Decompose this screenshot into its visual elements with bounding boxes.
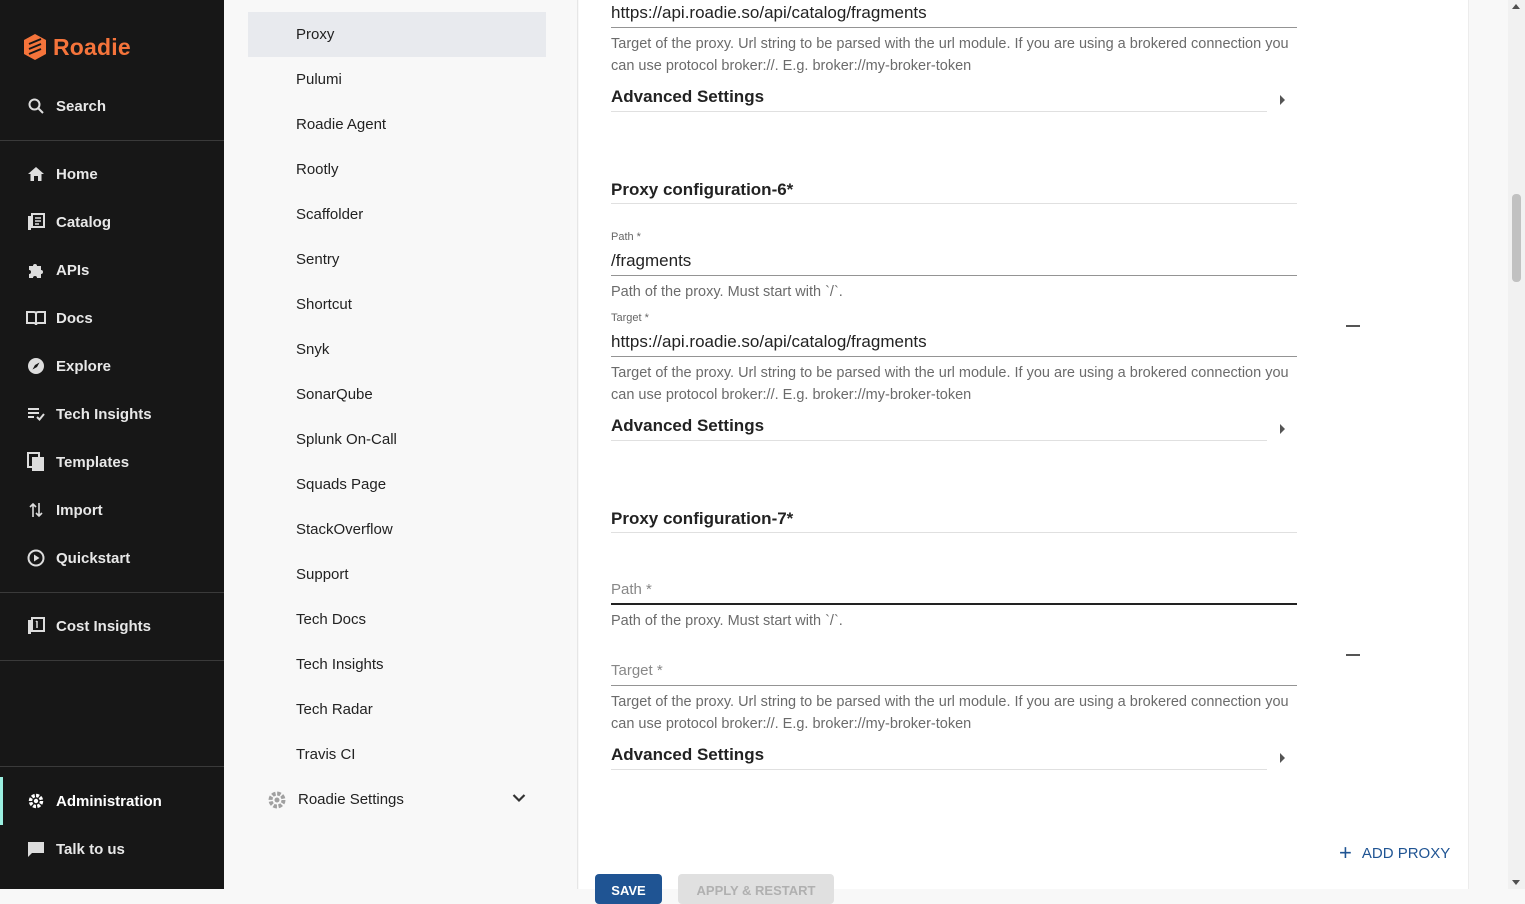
target-help-line: Target of the proxy. Url string to be parsed with the url module. If you are using a brokered connection you xyxy=(611,694,1289,710)
plugin-list xyxy=(224,0,578,889)
sidebar-item-label: Talk to us xyxy=(56,840,125,858)
advanced-settings-toggle[interactable]: Advanced Settings xyxy=(611,416,765,435)
target-input[interactable]: https://api.roadie.so/api/catalog/fragments xyxy=(611,332,927,351)
plugin-item-sentry[interactable] xyxy=(248,237,546,282)
plugin-item-shortcut[interactable] xyxy=(248,282,546,327)
target-help-line: can use protocol broker://. E.g. broker://my-broker-token xyxy=(611,387,972,403)
plugin-item-stackoverflow[interactable] xyxy=(248,507,546,552)
add-proxy-button[interactable] xyxy=(1339,840,1451,865)
plugin-label: Snyk xyxy=(296,341,330,358)
target-help xyxy=(611,691,1289,735)
sidebar-item-label: Explore xyxy=(56,357,112,375)
caret-right-icon[interactable] xyxy=(1280,753,1285,763)
page-scrollbar[interactable] xyxy=(1508,0,1525,889)
plugin-item-pulumi[interactable] xyxy=(248,57,546,102)
plugin-item-tech-radar[interactable] xyxy=(248,687,546,732)
target-help-line: can use protocol broker://. E.g. broker://my-broker-token xyxy=(611,58,972,74)
sidebar-divider xyxy=(0,766,224,767)
target-underline xyxy=(611,27,1297,28)
plugin-label: Support xyxy=(296,566,349,583)
advanced-settings-toggle[interactable]: Advanced Settings xyxy=(611,87,765,106)
play-circle-icon xyxy=(26,548,46,568)
plugin-item-tech-docs[interactable] xyxy=(248,597,546,642)
book-icon xyxy=(26,308,46,328)
plugin-item-tech-insights[interactable] xyxy=(248,642,546,687)
advanced-divider xyxy=(611,769,1267,770)
puzzle-icon xyxy=(26,260,46,280)
roadie-logo-icon xyxy=(23,33,47,61)
sidebar-item-docs[interactable] xyxy=(0,298,224,338)
home-icon xyxy=(26,164,46,184)
path-underline-focused xyxy=(611,603,1297,605)
target-help-line: Target of the proxy. Url string to be parsed with the url module. If you are using a brokered connection you xyxy=(611,365,1289,381)
sidebar-item-label: Docs xyxy=(56,309,93,327)
plugin-label: Tech Docs xyxy=(296,611,367,628)
scrollbar-thumb[interactable] xyxy=(1512,194,1521,282)
plugin-item-sonarqube[interactable] xyxy=(248,372,546,417)
section-title-config-7: Proxy configuration-7* xyxy=(611,509,794,528)
plugin-item-proxy[interactable] xyxy=(248,12,546,57)
plugin-label: Rootly xyxy=(296,161,339,178)
section-divider xyxy=(611,532,1297,533)
scroll-down-arrow-icon[interactable] xyxy=(1512,880,1520,885)
plugin-label: Tech Radar xyxy=(296,701,373,718)
checklist-icon xyxy=(26,404,46,424)
plus-icon: + xyxy=(1339,840,1352,865)
sidebar-item-import[interactable] xyxy=(0,490,224,530)
section-divider xyxy=(611,203,1297,204)
sidebar-item-administration[interactable] xyxy=(0,781,224,821)
advanced-settings-toggle[interactable]: Advanced Settings xyxy=(611,745,765,764)
plugin-item-rootly[interactable] xyxy=(248,147,546,192)
sidebar-item-label: Tech Insights xyxy=(56,405,152,423)
gear-icon xyxy=(26,791,46,811)
target-help xyxy=(611,362,1289,406)
sidebar-search[interactable] xyxy=(0,86,224,126)
sidebar-item-templates[interactable] xyxy=(0,442,224,482)
roadie-logo[interactable] xyxy=(23,33,131,61)
remove-config-6-button[interactable] xyxy=(1346,325,1360,327)
path-underline xyxy=(611,275,1297,276)
sidebar-item-apis[interactable] xyxy=(0,250,224,290)
cost-insights-icon xyxy=(26,616,46,636)
chevron-down-icon[interactable] xyxy=(512,790,526,807)
plugin-label: Roadie Agent xyxy=(296,116,387,133)
sidebar-divider xyxy=(0,140,224,141)
compass-icon xyxy=(26,356,46,376)
plugin-label: Sentry xyxy=(296,251,340,268)
target-help-line: Target of the proxy. Url string to be parsed with the url module. If you are using a brokered connection you xyxy=(611,36,1289,52)
templates-icon xyxy=(26,452,46,472)
plugin-label: Splunk On-Call xyxy=(296,431,397,448)
sidebar-item-label: Quickstart xyxy=(56,549,131,567)
advanced-divider xyxy=(611,440,1267,441)
plugin-item-snyk[interactable] xyxy=(248,327,546,372)
sidebar-item-label: Templates xyxy=(56,453,130,471)
caret-right-icon[interactable] xyxy=(1280,424,1285,434)
plugin-label: Squads Page xyxy=(296,476,387,493)
catalog-icon xyxy=(26,212,46,232)
add-proxy-label: ADD PROXY xyxy=(1361,844,1451,862)
sidebar-search-label: Search xyxy=(56,97,107,115)
sidebar-item-catalog[interactable] xyxy=(0,202,224,242)
plugin-label: Shortcut xyxy=(296,296,352,313)
chat-icon xyxy=(26,839,46,859)
target-input[interactable]: Target * xyxy=(611,662,663,679)
plugin-label: Proxy xyxy=(296,26,335,43)
path-help: Path of the proxy. Must start with `/`. xyxy=(611,613,843,629)
sidebar-item-explore[interactable] xyxy=(0,346,224,386)
plugin-label: Travis CI xyxy=(296,746,356,763)
remove-config-7-button[interactable] xyxy=(1346,654,1360,656)
plugin-item-roadie-agent[interactable] xyxy=(248,102,546,147)
sidebar-item-label: APIs xyxy=(56,261,90,279)
plugin-label: Tech Insights xyxy=(296,656,384,673)
roadie-settings-label: Roadie Settings xyxy=(298,791,404,808)
plugin-label: Scaffolder xyxy=(296,206,364,223)
scroll-up-arrow-icon[interactable] xyxy=(1512,4,1520,9)
sidebar-item-cost-insights[interactable] xyxy=(0,606,224,646)
path-label: Path * xyxy=(611,231,641,243)
save-button[interactable]: SAVE xyxy=(595,874,662,904)
roadie-settings-group[interactable] xyxy=(248,777,546,822)
plugin-item-squads-page[interactable] xyxy=(248,462,546,507)
plugin-item-travis-ci[interactable] xyxy=(248,732,546,777)
app-name: Roadie xyxy=(53,33,131,60)
proxy-config-form xyxy=(579,0,1469,898)
target-label: Target * xyxy=(611,312,649,324)
main-sidebar xyxy=(0,0,224,889)
sidebar-item-home[interactable] xyxy=(0,154,224,194)
sidebar-item-talk-to-us[interactable] xyxy=(0,829,224,869)
sidebar-item-label: Cost Insights xyxy=(56,617,152,635)
sidebar-divider xyxy=(0,592,224,593)
sidebar-item-quickstart[interactable] xyxy=(0,538,224,578)
plugin-item-scaffolder[interactable] xyxy=(248,192,546,237)
plugin-item-splunk-on-call[interactable] xyxy=(248,417,546,462)
target-help-line: can use protocol broker://. E.g. broker://my-broker-token xyxy=(611,716,972,732)
sidebar-divider xyxy=(0,660,224,661)
plugin-item-support[interactable] xyxy=(248,552,546,597)
sidebar-item-tech-insights[interactable] xyxy=(0,394,224,434)
path-help: Path of the proxy. Must start with `/`. xyxy=(611,284,843,300)
target-input[interactable]: https://api.roadie.so/api/catalog/fragments xyxy=(611,3,927,22)
sidebar-item-label: Home xyxy=(56,165,98,183)
plugin-label: SonarQube xyxy=(296,386,373,403)
import-icon xyxy=(26,500,46,520)
gear-icon xyxy=(266,789,288,811)
advanced-divider xyxy=(611,111,1267,112)
sidebar-item-label: Catalog xyxy=(56,213,112,231)
search-icon xyxy=(26,96,46,116)
path-input[interactable]: Path * xyxy=(611,581,652,598)
sidebar-item-label: Administration xyxy=(56,792,162,810)
caret-right-icon[interactable] xyxy=(1280,95,1285,105)
target-underline xyxy=(611,356,1297,357)
target-underline xyxy=(611,685,1297,686)
target-help xyxy=(611,33,1289,77)
apply-restart-button[interactable]: APPLY & RESTART xyxy=(678,874,834,904)
plugin-label: StackOverflow xyxy=(296,521,393,538)
path-input[interactable]: /fragments xyxy=(611,251,692,270)
sidebar-item-label: Import xyxy=(56,501,103,519)
plugin-label: Pulumi xyxy=(296,71,342,88)
section-title-config-6: Proxy configuration-6* xyxy=(611,180,794,199)
